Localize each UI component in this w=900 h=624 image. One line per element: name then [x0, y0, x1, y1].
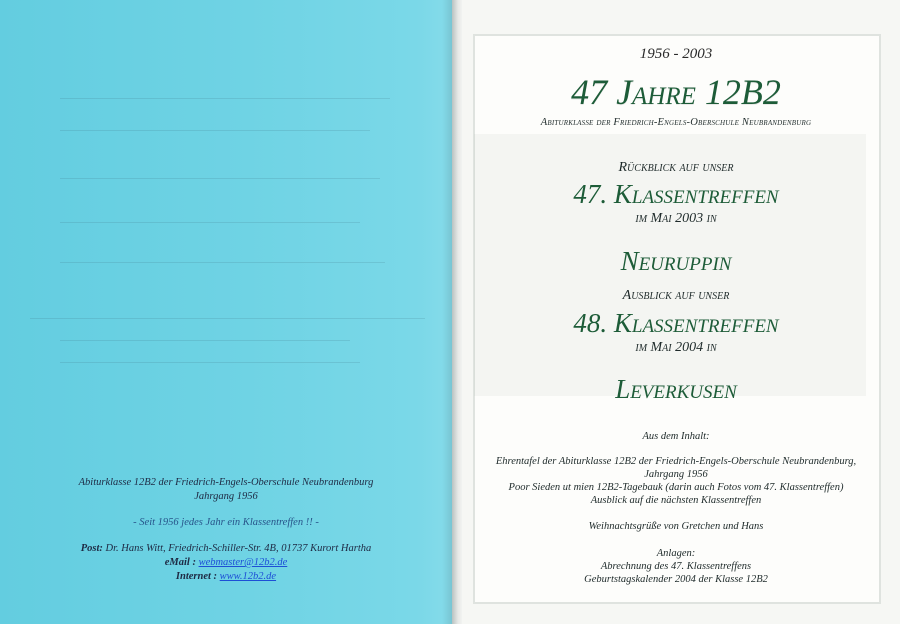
attachments [474, 547, 878, 586]
outlook-place: Leverkusen [615, 374, 737, 404]
ghost-line [60, 262, 385, 263]
back-cover-contact [40, 542, 412, 584]
attachments-item: Abrechnung des 47. Klassentreffens [600, 561, 752, 572]
email-line [40, 556, 412, 570]
contents-item: Ausblick auf die nächsten Klassentreffen [590, 495, 762, 506]
review-event: 47. Klassentreffen [573, 179, 779, 209]
internet-link[interactable]: www.12b2.de [219, 571, 277, 582]
spine [452, 0, 462, 624]
email-link[interactable]: webmaster@12b2.de [198, 557, 288, 568]
outlook-date: im Mai 2004 in [635, 340, 717, 355]
contents-item: Poor Sieden ut mien 12B2-Tagebauk (darin auch Fotos vom 47. Klassentreffen) [508, 482, 844, 493]
motto: - Seit 1956 jedes Jahr ein Klassentreffen !! - [133, 517, 319, 528]
attachments-title: Anlagen: [656, 548, 696, 559]
ghost-line [30, 318, 425, 319]
back-school-line1: Abiturklasse 12B2 der Friedrich-Engels-Oberschule Neubrandenburg [78, 477, 374, 488]
post-label: Post: [80, 543, 103, 554]
years: 1956 - 2003 [639, 46, 713, 62]
outlook-intro: Ausblick auf unser [622, 288, 730, 303]
post-line [40, 542, 412, 556]
outlook-event: 48. Klassentreffen [573, 308, 779, 338]
ghost-line [60, 178, 380, 179]
internet-line [40, 570, 412, 584]
contents-item: Jahrgang 1956 [644, 469, 708, 480]
ghost-line [60, 98, 390, 99]
ghost-line [60, 362, 360, 363]
contents-title: Aus dem Inhalt: [642, 431, 710, 442]
review-place: Neuruppin [620, 246, 732, 276]
attachments-item: Geburtstagskalender 2004 der Klasse 12B2 [584, 574, 768, 585]
back-cover-motto [40, 516, 412, 530]
internet-label: Internet : [175, 571, 218, 582]
school-subtitle: Abiturklasse der Friedrich-Engels-Oberschule Neubrandenburg [540, 117, 812, 128]
main-title: 47 Jahre 12B2 [571, 72, 781, 112]
back-school-line2: Jahrgang 1956 [194, 491, 258, 502]
ghost-line [60, 222, 360, 223]
post-value: Dr. Hans Witt, Friedrich-Schiller-Str. 4B, 01737 Kurort Hartha [105, 543, 372, 554]
review-intro: Rückblick auf unser [618, 160, 734, 175]
contents-list [474, 455, 878, 507]
contents-item: Ehrentafel der Abiturklasse 12B2 der Friedrich-Engels-Oberschule Neubrandenburg, [495, 456, 857, 467]
ghost-line [60, 130, 370, 131]
greetings: Weihnachtsgrüße von Gretchen und Hans [588, 521, 764, 532]
review-date: im Mai 2003 in [635, 211, 717, 226]
email-label: eMail : [164, 557, 196, 568]
back-cover-school [40, 476, 412, 504]
ghost-line [60, 340, 350, 341]
